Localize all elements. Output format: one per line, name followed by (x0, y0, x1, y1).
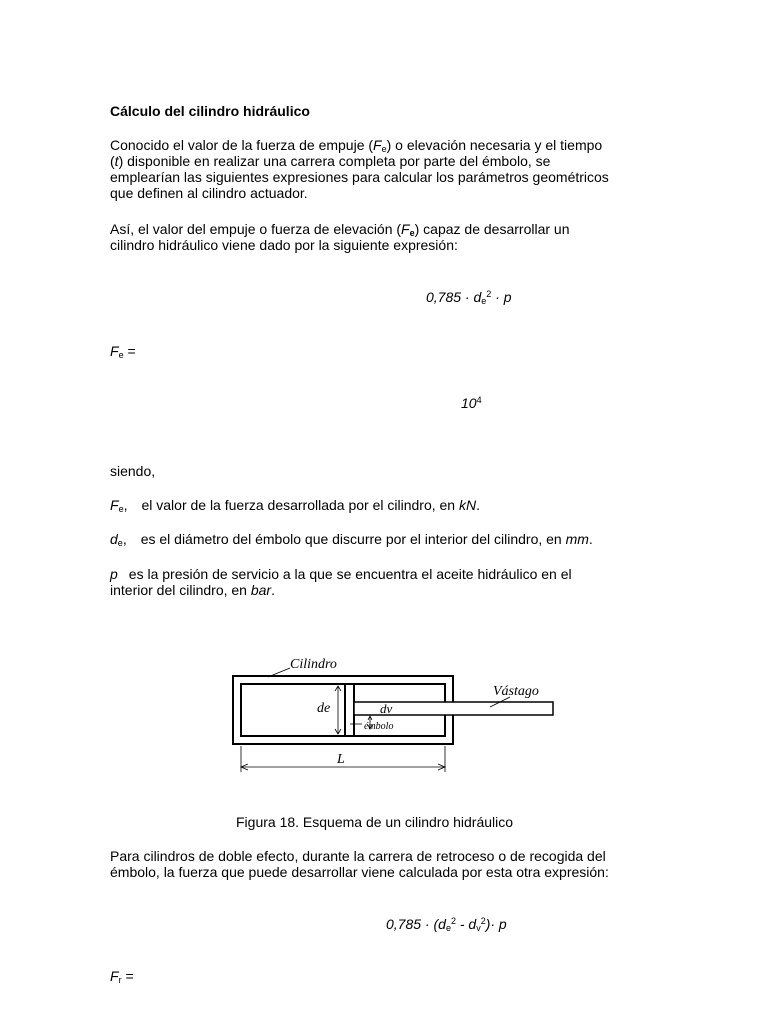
figure-caption: Figura 18. Esquema de un cilindro hidráulico (236, 814, 514, 830)
intro-paragraph: Conocido el valor de la fuerza de empuje $(F_e)$ o elevación necesaria y el tiempo (t) disponible en realizar una carrera completa por parte del émbolo, se emplearían las siguientes expresiones para calcular los parámetros geométricos que definen al cilindro actuador. (110, 137, 609, 201)
definition-fe: $F_e$, el valor de la fuerza desarrollada por el cilindro, en kN. (110, 497, 480, 514)
label-cilindro: Cilindro (290, 657, 337, 672)
formula1-denominator: $10^4$ (461, 395, 482, 411)
formula1-numerator: $0,785 \cdot d_e^2 \cdot p$ (426, 289, 512, 306)
formula2-lhs: $F_r$ = (110, 968, 134, 985)
siendo-label: siendo, (110, 463, 156, 479)
formula1-lhs: $F_e$ = (110, 343, 136, 360)
section-heading: Cálculo del cilindro hidráulico (110, 103, 310, 119)
label-dv: dv (380, 701, 393, 716)
double-acting-paragraph: Para cilindros de doble efecto, durante la carrera de retroceso o de recogida del émbolo, la fuerza que puede desarrollar viene calculada por esta otra expresión: (110, 848, 609, 880)
thrust-paragraph: Así, el valor del empuje o fuerza de elevación $(F_e)$ capaz de desarrollar un cilindro hidráulico viene dado por la siguiente expresión: (110, 221, 570, 253)
label-embolo: émbolo (364, 721, 394, 732)
definition-p: p es la presión de servicio a la que se encuentra el aceite hidráulico en el interior del cilindro, en bar. (110, 566, 572, 598)
label-de: de (317, 701, 331, 716)
formula2-numerator: $0,785 \cdot (d_e^2 - d_v^2)\cdot p$ (386, 916, 507, 933)
piston (345, 684, 354, 736)
label-L: L (337, 752, 345, 767)
definition-de: $d_e$, es el diámetro del émbolo que discurre por el interior del cilindro, en mm. (110, 531, 593, 548)
label-vastago: Vástago (493, 684, 539, 699)
